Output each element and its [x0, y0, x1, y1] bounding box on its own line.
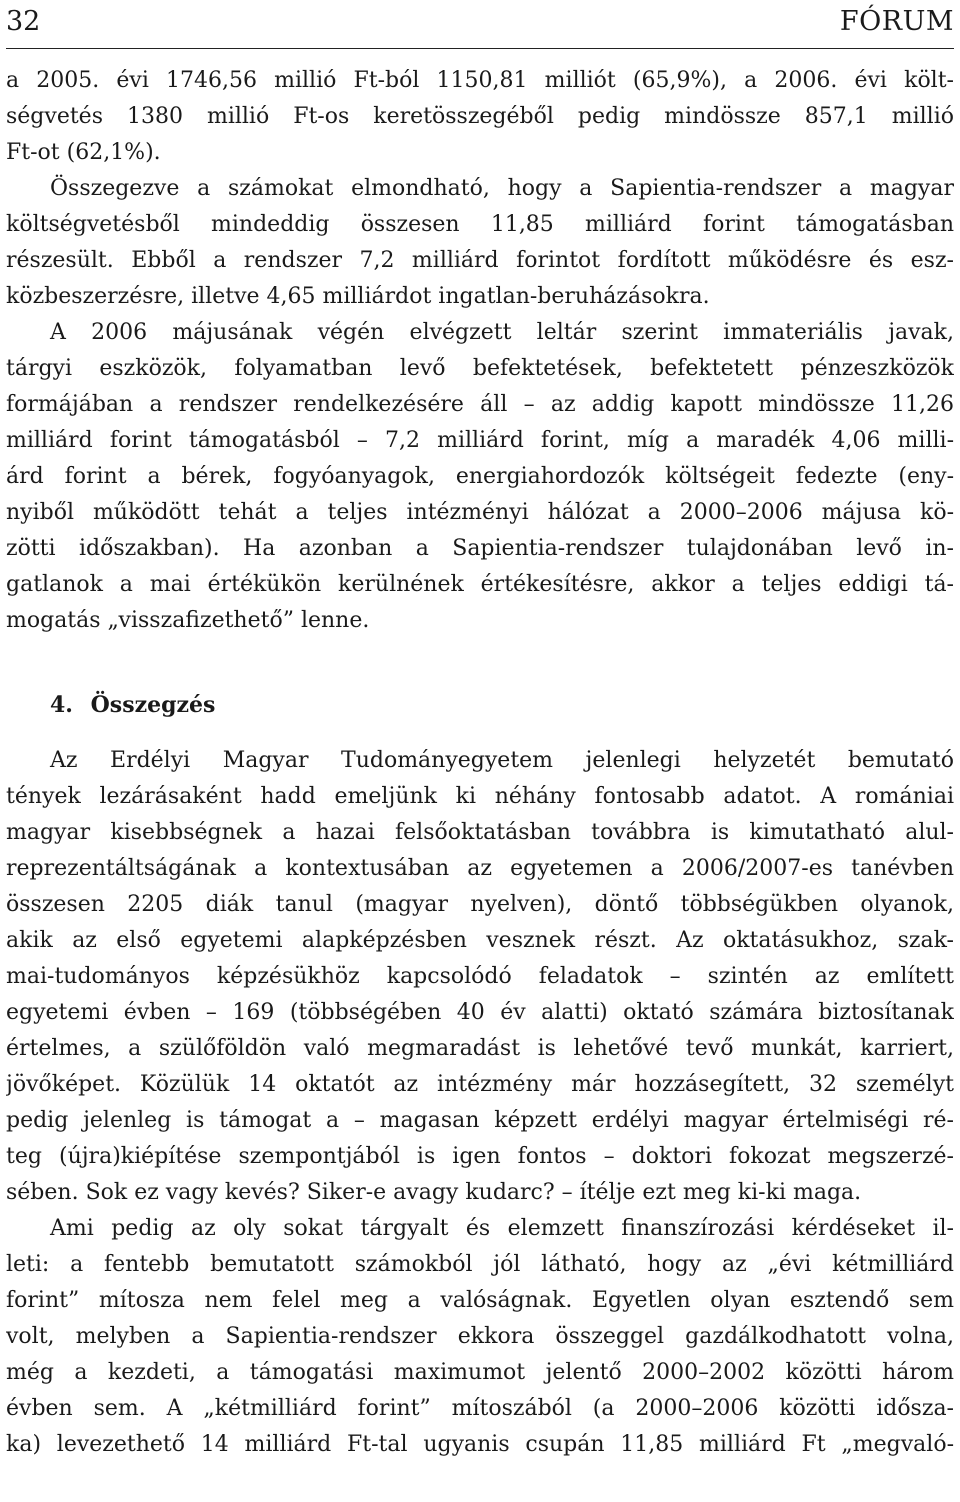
- text-line: még a kezdeti, a támogatási maximumot jelentő 2000–2002 közötti három: [6, 1360, 954, 1385]
- text-line: Ami pedig az oly sokat tárgyalt és elemzett finanszírozási kérdéseket il-: [50, 1216, 954, 1241]
- text-line: évben sem. A „kétmilliárd forint” mítoszából (a 2000–2006 közötti idősza-: [6, 1396, 954, 1421]
- text-line: milliárd forint támogatásból – 7,2 milliárd forint, míg a maradék 4,06 milli-: [6, 428, 954, 453]
- text-line: értelmes, a szülőföldön való megmaradást is lehetővé tevő munkát, karriert,: [6, 1036, 954, 1061]
- text-line: A 2006 májusának végén elvégzett leltár szerint immateriális javak,: [50, 320, 954, 345]
- text-line: reprezentáltságának a kontextusában az egyetemen a 2006/2007-es tanévben: [6, 856, 954, 881]
- text-line: pedig jelenleg is támogat a – magasan képzett erdélyi magyar értelmiségi ré-: [6, 1108, 954, 1133]
- text-line: mogatás „visszafizethető” lenne.: [6, 608, 370, 633]
- text-line: jövőképet. Közülük 14 oktatót az intézmény már hozzásegített, 32 személyt: [6, 1072, 954, 1097]
- text-line: részesült. Ebből a rendszer 7,2 milliárd forintot fordított működésre és esz-: [6, 248, 954, 273]
- paragraph-3: [6, 315, 954, 639]
- text-line: akik az első egyetemi alapképzésben vesznek részt. Az oktatásukhoz, szak-: [6, 928, 954, 953]
- body-text: [6, 63, 954, 1463]
- paragraph-1: [6, 63, 954, 171]
- text-line: zötti időszakban). Ha azonban a Sapientia-rendszer tulajdonában levő in-: [6, 536, 954, 561]
- text-line: költségvetésből mindeddig összesen 11,85 milliárd forint támogatásban: [6, 212, 954, 237]
- text-line: egyetemi évben – 169 (többségében 40 év alatti) oktató számára biztosítanak: [6, 1000, 954, 1025]
- text-line: ségvetés 1380 millió Ft-os keretösszegéből pedig mindössze 857,1 millió: [6, 104, 954, 129]
- text-line: tárgyi eszközök, folyamatban levő befektetések, befektetett pénzeszközök: [6, 356, 954, 381]
- text-line: volt, melyben a Sapientia-rendszer ekkora összeggel gazdálkodhatott volna,: [6, 1324, 954, 1349]
- text-line: összesen 2205 diák tanul (magyar nyelven), döntő többségükben olyanok,: [6, 892, 954, 917]
- text-line: teg (újra)kiépítése szempontjából is igen fontos – doktori fokozat megszerzé-: [6, 1144, 954, 1169]
- text-line: a 2005. évi 1746,56 millió Ft-ból 1150,81 milliót (65,9%), a 2006. évi költ-: [6, 68, 954, 93]
- paragraph-4: [6, 743, 954, 1211]
- text-line: gatlanok a mai értékükön kerülnének értékesítésre, akkor a teljes eddigi tá-: [6, 572, 954, 597]
- text-line: árd forint a bérek, fogyóanyagok, energiahordozók költségeit fedezte (eny-: [6, 464, 954, 489]
- text-line: mai-tudományos képzésükhöz kapcsolódó feladatok – szintén az említett: [6, 964, 954, 989]
- text-line: sében. Sok ez vagy kevés? Siker-e avagy kudarc? – ítélje ezt meg ki-ki maga.: [6, 1180, 862, 1205]
- text-line: közbeszerzésre, illetve 4,65 milliárdot ingatlan-beruházásokra.: [6, 284, 710, 309]
- text-line: Az Erdélyi Magyar Tudományegyetem jelenlegi helyzetét bemutató: [50, 748, 954, 773]
- text-line: nyiből működött tehát a teljes intézményi hálózat a 2000–2006 májusa kö-: [6, 500, 954, 525]
- text-line: formájában a rendszer rendelkezésére áll – az addig kapott mindössze 11,26: [6, 392, 954, 417]
- text-line: magyar kisebbségnek a hazai felsőoktatásban továbbra is kimutatható alul-: [6, 820, 954, 845]
- text-line: Összegezve a számokat elmondható, hogy a Sapientia-rendszer a magyar: [50, 176, 954, 201]
- section-title: Összegzés: [90, 692, 216, 718]
- running-header: [6, 0, 954, 49]
- paragraph-5: [6, 1211, 954, 1463]
- page-number: 32: [6, 6, 41, 37]
- text-line: tények lezárásaként hadd emeljünk ki néhány fontosabb adatot. A romániai: [6, 784, 954, 809]
- section-number: 4.: [50, 692, 73, 718]
- text-line: ka) levezethető 14 milliárd Ft-tal ugyanis csupán 11,85 milliárd Ft „megvaló-: [6, 1432, 954, 1457]
- text-line: leti: a fentebb bemutatott számokból jól látható, hogy az „évi kétmilliárd: [6, 1252, 954, 1277]
- document-page: [6, 0, 954, 1463]
- journal-title: FÓRUM: [839, 6, 954, 37]
- paragraph-2: [6, 171, 954, 315]
- text-line: forint” mítosza nem felel meg a valóságnak. Egyetlen olyan esztendő sem: [6, 1288, 954, 1313]
- section-heading: [6, 685, 954, 725]
- text-line: Ft-ot (62,1%).: [6, 140, 161, 165]
